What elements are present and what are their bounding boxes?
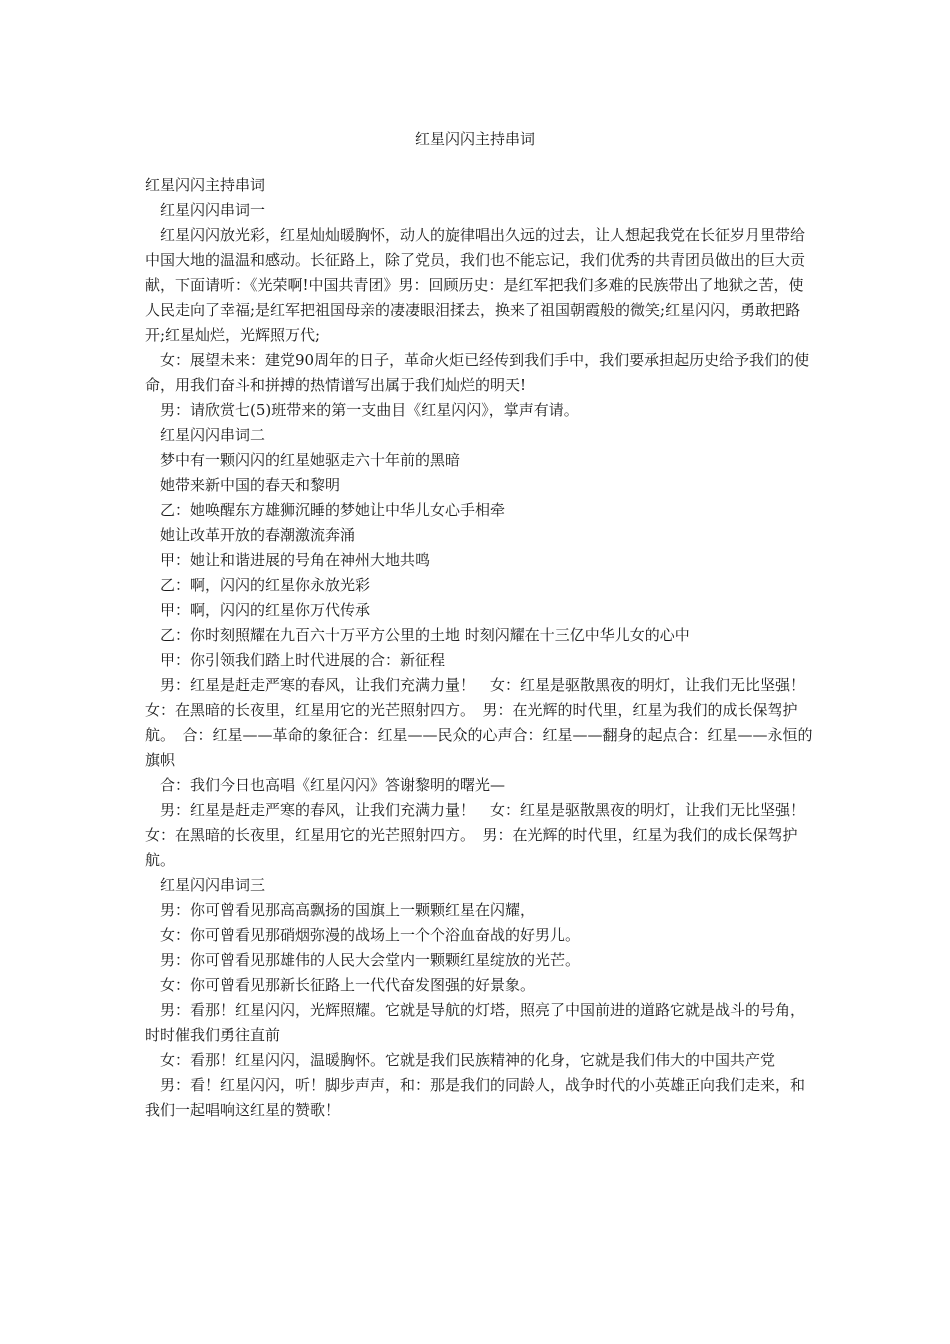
paragraph: 合：我们今日也高唱《红星闪闪》答谢黎明的曙光—: [160, 776, 506, 794]
paragraph: 男：红星是赶走严寒的春风，让我们充满力量！ 女：红星是驱散黑夜的明灯，让我们无比坚强！ 女：在黑暗的长夜里，红星用它的光芒照射四方。 男：在光辉的时代里，红星为我们的成长保驾护航。: [145, 801, 821, 869]
paragraph: 梦中有一颗闪闪的红星她驱走六十年前的黑暗: [160, 451, 461, 469]
paragraph: 红星闪闪主持串词: [145, 176, 266, 194]
document-title: 红星闪闪主持串词: [414, 130, 535, 148]
paragraph: 她带来新中国的春天和黎明: [160, 476, 341, 494]
paragraph: 红星闪闪串词二: [160, 426, 266, 444]
paragraph: 男：红星是赶走严寒的春风，让我们充满力量！ 女：红星是驱散黑夜的明灯，让我们无比坚强！ 女：在黑暗的长夜里，红星用它的光芒照射四方。 男：在光辉的时代里，红星为我们的成长保驾护航。 合：红星——革命的象征合：红星——民众的心声合：红星——翻身的起点合：红星——永恒的旗帜: [145, 676, 821, 769]
paragraph: 红星闪闪放光彩，红星灿灿暖胸怀，动人的旋律唱出久远的过去，让人想起我党在长征岁月里带给中国大地的温温和感动。长征路上，除了党员，我们也不能忘记，我们优秀的共青团员做出的巨大贡献，下面请听：《光荣啊!中国共青团》男：回顾历史：是红军把我们多难的民族带出了地狱之苦，使人民走向了幸福;是红军把祖国母亲的凄凄眼泪揉去，换来了祖国朝霞般的微笑;红星闪闪，勇敢把路开;红星灿烂，光辉照万代;: [145, 226, 806, 344]
paragraph: 女：你可曾看见那新长征路上一代代奋发图强的好景象。: [160, 976, 536, 994]
paragraph: 乙：啊，闪闪的红星你永放光彩: [160, 576, 371, 594]
paragraph: 乙：她唤醒东方雄狮沉睡的梦她让中华儿女心手相牵: [160, 501, 506, 519]
paragraph: 甲：她让和谐进展的号角在神州大地共鸣: [160, 551, 431, 569]
paragraph: 红星闪闪串词一: [160, 201, 266, 219]
paragraph: 男：看那！红星闪闪，光辉照耀。它就是导航的灯塔，照亮了中国前进的道路它就是战斗的号角，时时催我们勇往直前: [145, 1001, 806, 1044]
paragraph: 甲：啊，闪闪的红星你万代传承: [160, 601, 371, 619]
paragraph: 男：你可曾看见那雄伟的人民大会堂内一颗颗红星绽放的光芒。: [160, 951, 581, 969]
paragraph: 女：看那！红星闪闪，温暖胸怀。它就是我们民族精神的化身，它就是我们伟大的中国共产党: [160, 1051, 776, 1069]
paragraph: 男：看！红星闪闪，听！脚步声声，和：那是我们的同龄人，战争时代的小英雄正向我们走来，和我们一起唱响这红星的赞歌！: [145, 1076, 806, 1119]
paragraph: 女：展望未来：建党90周年的日子，革命火炬已经传到我们手中，我们要承担起历史给予我们的使命，用我们奋斗和拼搏的热情谱写出属于我们灿烂的明天!: [145, 351, 810, 394]
paragraph: 乙：你时刻照耀在九百六十万平方公里的土地 时刻闪耀在十三亿中华儿女的心中: [160, 626, 690, 644]
paragraph: 她让改革开放的春潮激流奔涌: [160, 526, 356, 544]
paragraph: 甲：你引领我们踏上时代进展的合：新征程: [160, 651, 446, 669]
paragraph: 男：请欣赏七(5)班带来的第一支曲目《红星闪闪》，掌声有请。: [160, 401, 579, 419]
paragraph: 红星闪闪串词三: [160, 876, 266, 894]
paragraph: 男：你可曾看见那高高飘扬的国旗上一颗颗红星在闪耀，: [160, 901, 536, 919]
paragraph: 女：你可曾看见那硝烟弥漫的战场上一个个浴血奋战的好男儿。: [160, 926, 581, 944]
document-body: [145, 173, 821, 1123]
